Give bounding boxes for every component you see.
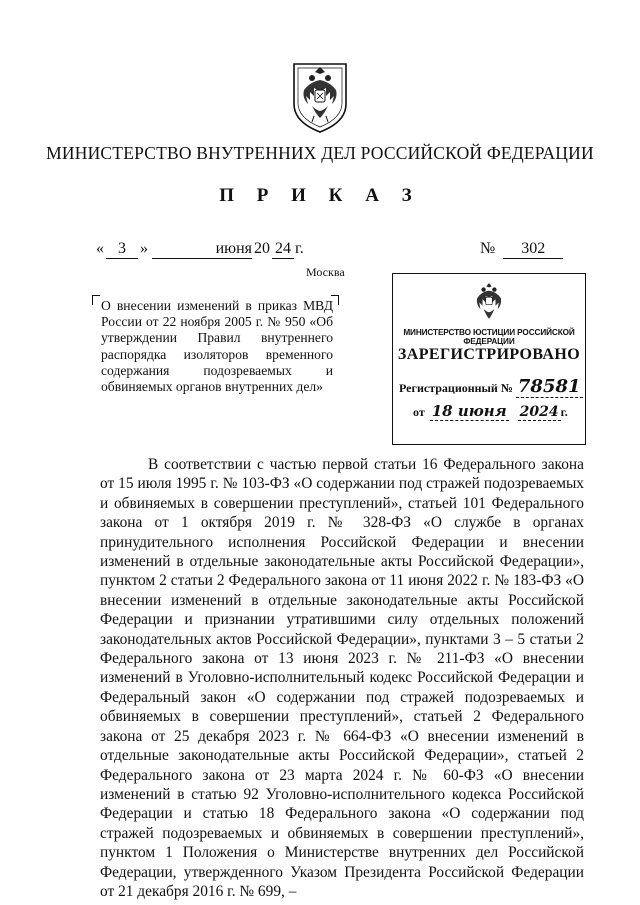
stamp-reg-row bbox=[399, 376, 583, 397]
stamp-registered: ЗАРЕГИСТРИРОВАНО bbox=[397, 346, 581, 363]
coat-of-arms-icon bbox=[471, 282, 507, 322]
date-quote-close: » bbox=[140, 240, 148, 257]
city: Москва bbox=[306, 265, 345, 279]
stamp-date-prefix: от bbox=[413, 405, 425, 419]
registration-stamp bbox=[392, 273, 586, 445]
subject-bracket-left bbox=[92, 295, 100, 305]
date-year-suffix: г. bbox=[295, 240, 304, 257]
stamp-date-handwritten: 18 июня bbox=[431, 402, 507, 420]
date-century: 20 bbox=[254, 240, 270, 257]
coat-of-arms-icon bbox=[288, 60, 352, 134]
order-preamble: В соответствии с частью первой статьи 16 Федерального закона от 15 июля 1995 г. № 103-ФЗ «О содержании под стражей подозреваемых и обвиняемых в совершении преступлений», статьей 101 Федерального закона от 1 октября 2019 г. № 328-ФЗ «О службе в органах принудительного исполнения Российской Федерации и внесении изменений в отдельные законодательные акты Российской Федерации», пунктом 2 статьи 2 Федерального закона от 11 июня 2022 г. № 183-ФЗ «О внесении изменений в отдельные законодательные акты Российской Федерации и признании утратившими силу отдельных положений законодательных актов Российской Федерации», пунктами 3 – 5 статьи 2 Федерального закона от 13 июня 2023 г. № 211-ФЗ «О внесении изменений в Уголовно-исполнительный кодекс Российской Федерации и Федеральный закон «О содержании под стражей подозреваемых и обвиняемых в совершении преступлений», статьей 2 Федерального закона от 25 декабря 2023 г. № 664-ФЗ «О внесении изменений в отдельные законодательные акты Российской Федерации», статьей 2 Федерального закона от 23 марта 2024 г. № 60-ФЗ «О внесении изменений в статью 92 Уголовно-исполнительного кодекса Российской Федерации и статью 18 Федерального закона «О содержании под стражей подозреваемых и обвиняемых в совершении преступлений», пунктом 1 Положения о Министерстве внутренних дел Российской Федерации, утвержденного Указом Президента Российской Федерации от 21 декабря 2016 г. № 699, – bbox=[100, 456, 584, 900]
ministry-name: МИНИСТЕРСТВО ВНУТРЕННИХ ДЕЛ РОССИЙСКОЙ ФЕДЕРАЦИИ bbox=[46, 143, 594, 163]
stamp-date-row bbox=[413, 402, 568, 420]
order-subject: О внесении изменений в приказ МВД России от 22 ноября 2005 г. № 950 «Об утверждении Правил внутреннего распорядка изоляторов временного содержания подозреваемых и обвиняемых органов внутренних дел» bbox=[101, 298, 333, 395]
stamp-date-year: 2024 bbox=[519, 404, 559, 420]
date-month: июня bbox=[152, 240, 252, 259]
stamp-reg-label: Регистрационный № bbox=[399, 381, 513, 395]
stamp-reg-number: 78581 bbox=[517, 376, 581, 397]
date-year: 24 bbox=[272, 240, 294, 259]
order-number bbox=[480, 240, 563, 259]
stamp-ministry: МИНИСТЕРСТВО ЮСТИЦИИ РОССИЙСКОЙ ФЕДЕРАЦИИ bbox=[403, 328, 575, 346]
date-day: 3 bbox=[106, 240, 138, 259]
stamp-date-suffix: г. bbox=[560, 405, 568, 419]
number-label: № bbox=[480, 240, 496, 257]
date-quote-open: « bbox=[96, 240, 104, 257]
number-value: 302 bbox=[503, 240, 563, 259]
document-type: П Р И К А З bbox=[219, 185, 421, 206]
